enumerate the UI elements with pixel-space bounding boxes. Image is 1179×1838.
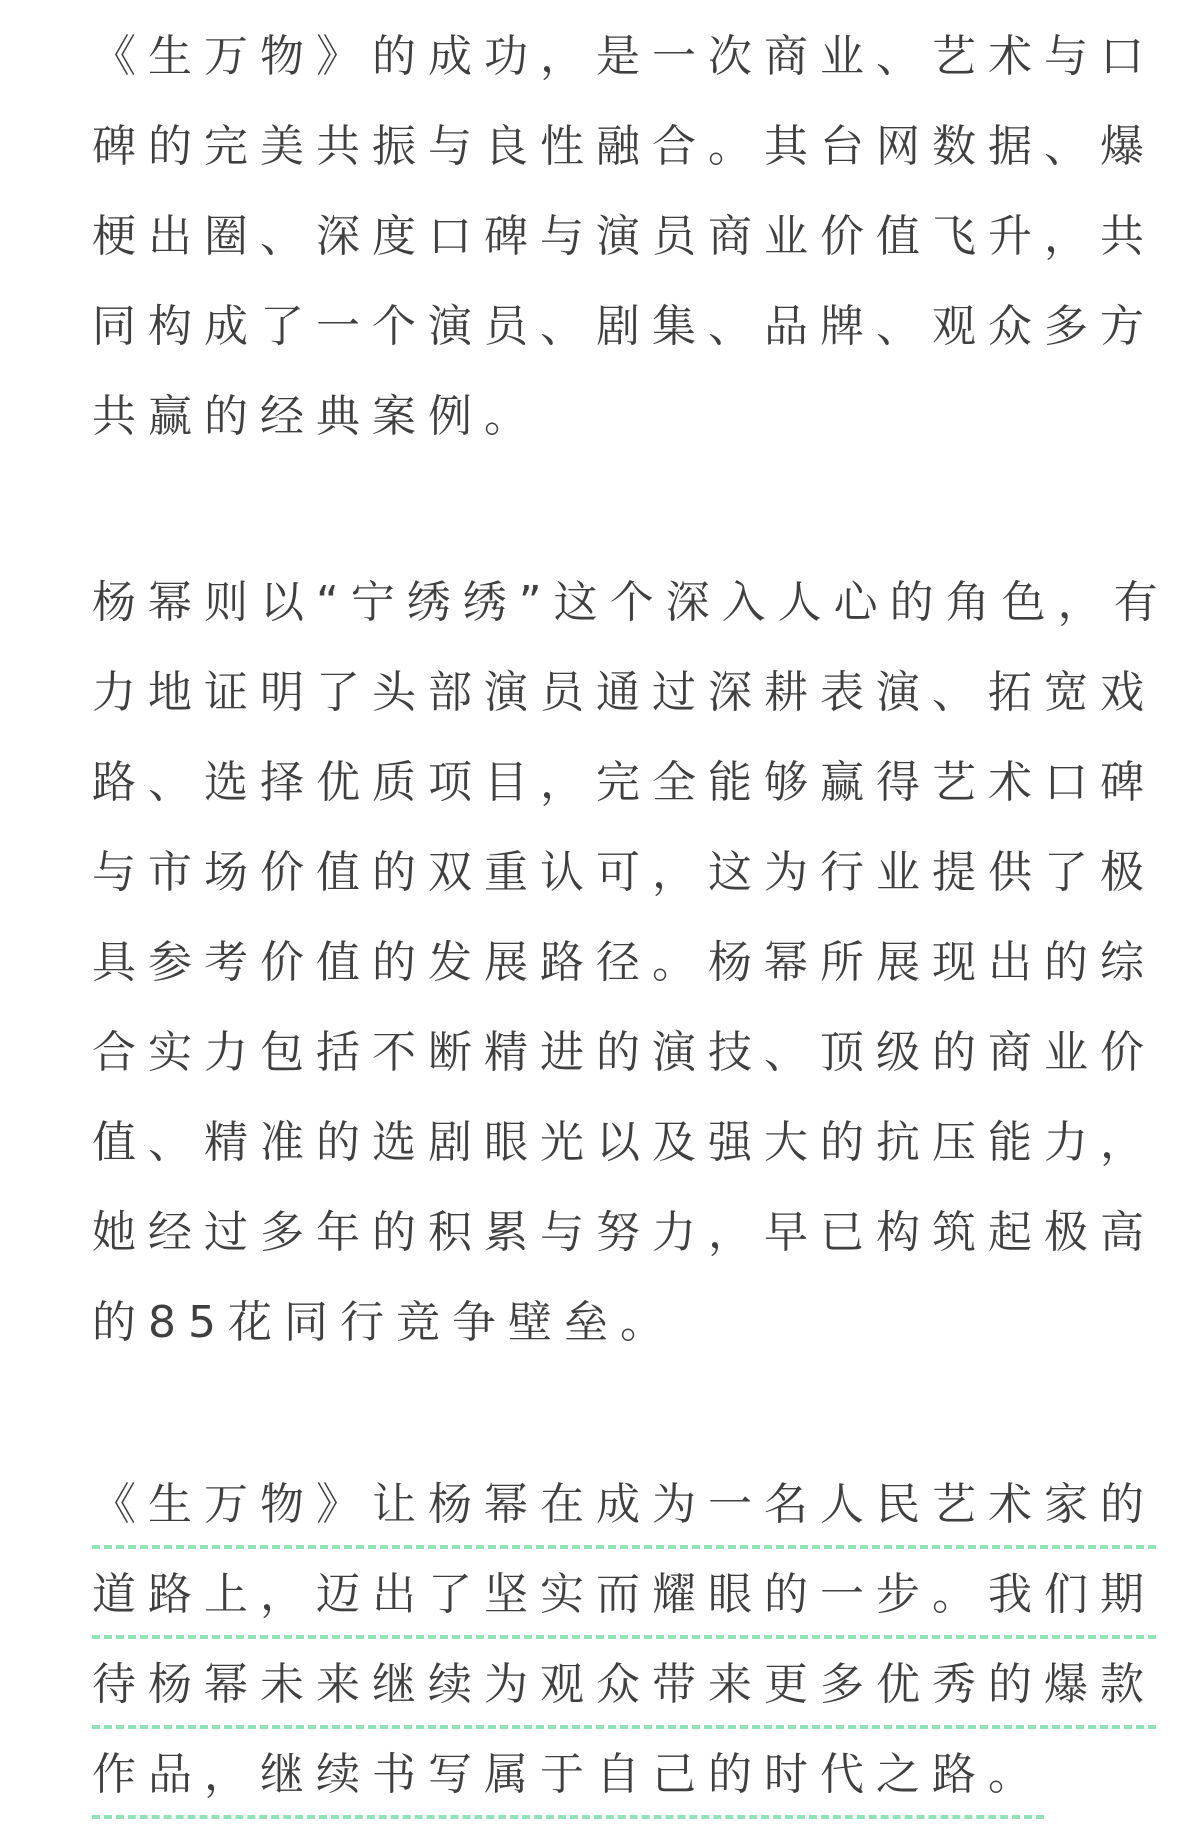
paragraph-2 [92,558,1170,1368]
text-line: 共赢的经典案例。 [92,391,540,442]
text-line: 梗出圈、深度口碑与演员商业价值飞升，共 [92,211,1156,262]
highlighted-line [92,1640,1156,1730]
paragraph-1 [92,12,1156,462]
highlighted-line [92,1550,1156,1640]
text-line: 力地证明了头部演员通过深耕表演、拓宽戏 [92,667,1156,718]
text-line: 值、精准的选剧眼光以及强大的抗压能力， [92,1117,1156,1168]
highlighted-line [92,1730,1092,1820]
text-line: 与市场价值的双重认可，这为行业提供了极 [92,847,1156,898]
highlighted-line-text: 道路上，迈出了坚实而耀眼的一步。我们期 [92,1555,1156,1639]
paragraph-3-highlighted [92,1460,1156,1820]
highlighted-line [92,1460,1156,1550]
highlighted-line-text: 作品，继续书写属于自己的时代之路。 [92,1735,1044,1819]
text-line: 《生万物》的成功，是一次商业、艺术与口 [92,31,1156,82]
text-line: 具参考价值的发展路径。杨幂所展现出的综 [92,937,1156,988]
text-line: 碑的完美共振与良性融合。其台网数据、爆 [92,121,1156,172]
text-line: 她经过多年的积累与努力，早已构筑起极高 [92,1207,1156,1258]
text-line: 同构成了一个演员、剧集、品牌、观众多方 [92,301,1156,352]
text-line: 路、选择优质项目，完全能够赢得艺术口碑 [92,757,1156,808]
text-line: 合实力包括不断精进的演技、顶级的商业价 [92,1027,1156,1078]
text-line: 的85花同行竞争壁垒。 [92,1297,676,1348]
highlighted-line-text: 待杨幂未来继续为观众带来更多优秀的爆款 [92,1645,1156,1729]
highlighted-line-text: 《生万物》让杨幂在成为一名人民艺术家的 [92,1465,1156,1549]
text-line: 杨幂则以“宁绣绣”这个深入人心的角色，有 [92,577,1170,628]
